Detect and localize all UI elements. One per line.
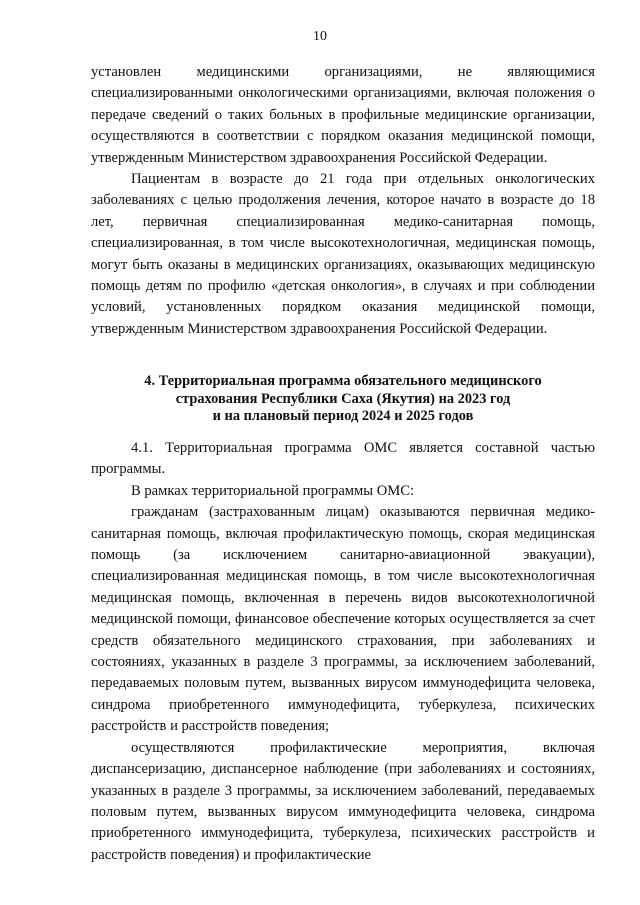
paragraph-4-1: 4.1. Территориальная программа ОМС является составной частью программы. bbox=[91, 440, 595, 478]
section-heading-line-3: и на плановый период 2024 и 2025 годов bbox=[212, 408, 474, 424]
bottom-text-block bbox=[91, 438, 595, 866]
section-heading bbox=[91, 373, 595, 426]
paragraph-continuation: установлен медицинскими организациями, не являющимися специализированными онкологическими организациями, включая положения о передаче сведений о таких больных в профильные медицинские организации, осуществляются в соответствии с порядком оказания медицинской помощи, утвержденным Министерством здравоохранения Российской Федерации. bbox=[91, 64, 595, 166]
paragraph-oncology-under-21: Пациентам в возрасте до 21 года при отдельных онкологических заболеваниях с целью продолжения лечения, которое начато в возрасте до 18 лет, первичная специализированная медико-санитарная помощь, специализированная, в том числе высокотехнологичная, медицинская помощь, могут быть оказаны в медицинских организациях, оказывающих медицинскую помощь детям по профилю «детская онкология», в случаях и при соблюдении условий, установленных порядком оказания медицинской помощи, утвержденным Министерством здравоохранения Российской Федерации. bbox=[91, 171, 595, 337]
section-heading-line-2: страхования Республики Саха (Якутия) на 2023 год bbox=[175, 390, 511, 407]
page-number: 10 bbox=[313, 29, 327, 44]
paragraph-intro: В рамках территориальной программы ОМС: bbox=[131, 482, 415, 499]
section-heading-line-1: 4. Территориальная программа обязательного медицинского bbox=[144, 373, 542, 389]
paragraph-citizens-care: гражданам (застрахованным лицам) оказываются первичная медико-санитарная помощь, включая профилактическую помощь, скорая медицинская помощь (за исключением санитарно-авиационной эвакуации), специализированная медицинская помощь, в том числе высокотехнологичная медицинская помощь, включенная в перечень видов высокотехнологичной медицинской помощи, финансовое обеспечение которых осуществляется за счет средств обязательного медицинского страхования, при заболеваниях и состояниях, указанных в разделе 3 программы, за исключением заболеваний, передаваемых половым путем, вызванных вирусом иммунодефицита человека, синдрома приобретенного иммунодефицита, туберкулеза, психических расстройств и расстройств поведения; bbox=[91, 504, 595, 735]
paragraph-preventive-measures: осуществляются профилактические мероприятия, включая диспансеризацию, диспансерное наблюдение (при заболеваниях и состояниях, указанных в разделе 3 программы, за исключением заболеваний, передаваемых половым путем, вызванных вирусом иммунодефицита человека, синдрома приобретенного иммунодефицита, туберкулеза, психических расстройств и расстройств поведения) и профилактические bbox=[91, 739, 595, 863]
top-text-block bbox=[91, 62, 595, 340]
